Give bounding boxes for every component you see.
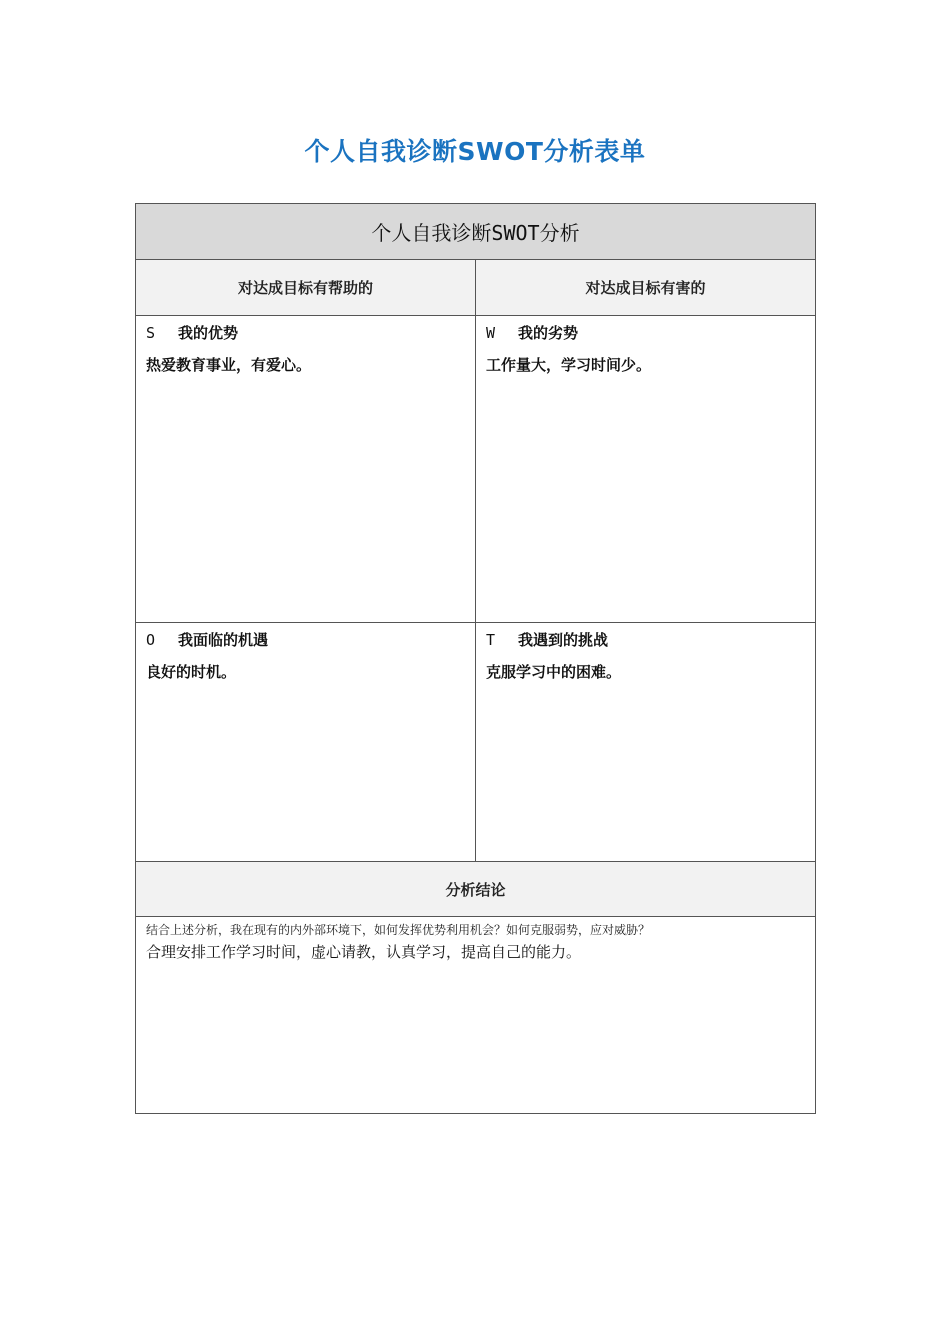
weaknesses-label: 我的劣势 bbox=[518, 324, 579, 342]
strengths-cell bbox=[136, 316, 476, 623]
weaknesses-heading bbox=[486, 322, 805, 344]
threats-label: 我遇到的挑战 bbox=[518, 631, 609, 649]
conclusion-answer: 合理安排工作学习时间，虚心请教，认真学习，提高自己的能力。 bbox=[146, 943, 582, 961]
opportunities-content: 良好的时机。 bbox=[146, 663, 237, 681]
column-header-harmful: 对达成目标有害的 bbox=[476, 260, 816, 316]
opportunities-cell bbox=[136, 623, 476, 862]
column-header-helpful: 对达成目标有帮助的 bbox=[136, 260, 476, 316]
table-header: 个人自我诊断SWOT分析 bbox=[136, 204, 816, 260]
opportunities-label: 我面临的机遇 bbox=[178, 631, 269, 649]
swot-table bbox=[135, 203, 816, 1114]
opportunities-heading bbox=[146, 629, 465, 651]
threats-heading bbox=[486, 629, 805, 651]
strengths-content: 热爱教育事业，有爱心。 bbox=[146, 356, 312, 374]
weaknesses-content: 工作量大，学习时间少。 bbox=[486, 356, 652, 374]
weaknesses-letter: W bbox=[486, 324, 496, 342]
threats-cell bbox=[476, 623, 816, 862]
threats-letter: T bbox=[486, 631, 496, 649]
threats-content: 克服学习中的困难。 bbox=[486, 663, 622, 681]
weaknesses-cell bbox=[476, 316, 816, 623]
document-title: 个人自我诊断SWOT分析表单 bbox=[304, 137, 646, 166]
strengths-label: 我的优势 bbox=[178, 324, 239, 342]
conclusion-question: 结合上述分析，我在现有的内外部环境下，如何发挥优势利用机会？如何克服弱势，应对威胁？ bbox=[146, 923, 651, 937]
opportunities-letter: O bbox=[146, 631, 156, 649]
conclusion-cell bbox=[136, 917, 816, 1114]
conclusion-header: 分析结论 bbox=[136, 862, 816, 917]
strengths-heading bbox=[146, 322, 465, 344]
strengths-letter: S bbox=[146, 324, 156, 342]
